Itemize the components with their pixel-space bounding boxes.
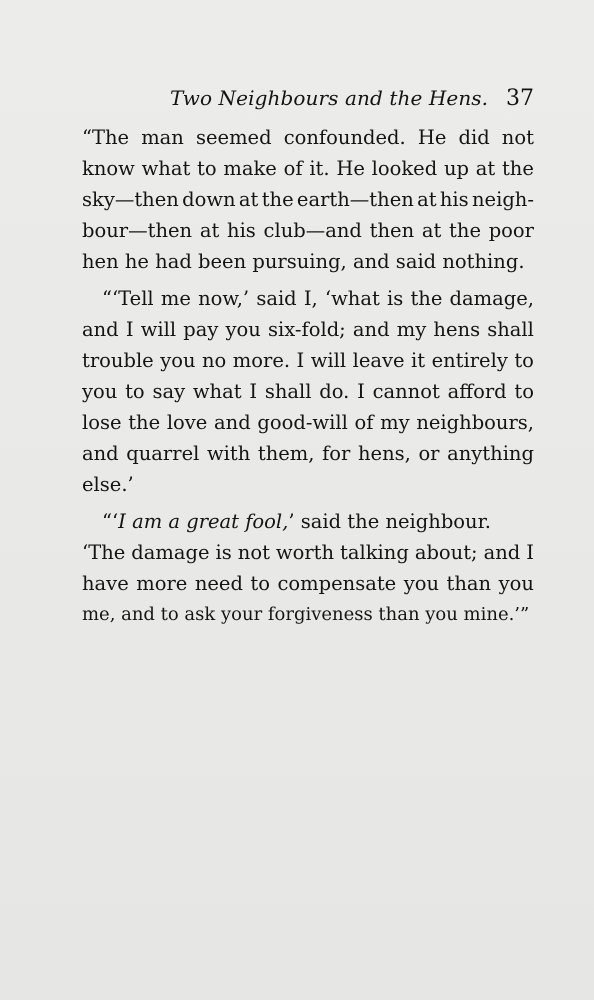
text-line: “‘Tell me now,’ said I, ‘what is the damage, [102, 287, 534, 310]
running-header [170, 86, 548, 120]
text-line: know what to make of it. He looked up at the [82, 157, 534, 180]
paragraph-2 [82, 283, 534, 500]
page-number: 37 [506, 86, 534, 111]
running-title: Two Neighbours and the Hens. [170, 86, 489, 110]
paragraph-1 [82, 122, 534, 277]
text-line: lose the love and good-will of my neighbours, [82, 411, 534, 434]
paragraph-3 [82, 506, 534, 630]
italic-quote: I am a great fool, [118, 510, 289, 533]
quote-open: “‘ [102, 510, 119, 533]
text-line: bour—then at his club—and then at the poor [82, 219, 534, 242]
text-line: and I will pay you six-fold; and my hens shall [82, 318, 534, 341]
text-line: else.’ [82, 473, 134, 496]
text-line: trouble you no more. I will leave it entirely to [82, 349, 534, 372]
text-line [82, 506, 534, 537]
text-line: sky—then down at the earth—then at his neigh- [82, 188, 534, 211]
text-line: “The man seemed confounded. He did not [82, 126, 534, 149]
text-line: me, and to ask your forgiveness than you mine.’” [82, 604, 530, 625]
page-body [82, 122, 534, 630]
text-line: hen he had been pursuing, and said nothing. [82, 250, 525, 273]
text-line: and quarrel with them, for hens, or anything [82, 442, 534, 465]
text-line: ‘The damage is not worth talking about; and I [82, 541, 534, 564]
text-line: you to say what I shall do. I cannot afford to [82, 380, 534, 403]
quote-rest: ’ said the neighbour. [288, 510, 491, 533]
text-line: have more need to compensate you than you [82, 572, 534, 595]
